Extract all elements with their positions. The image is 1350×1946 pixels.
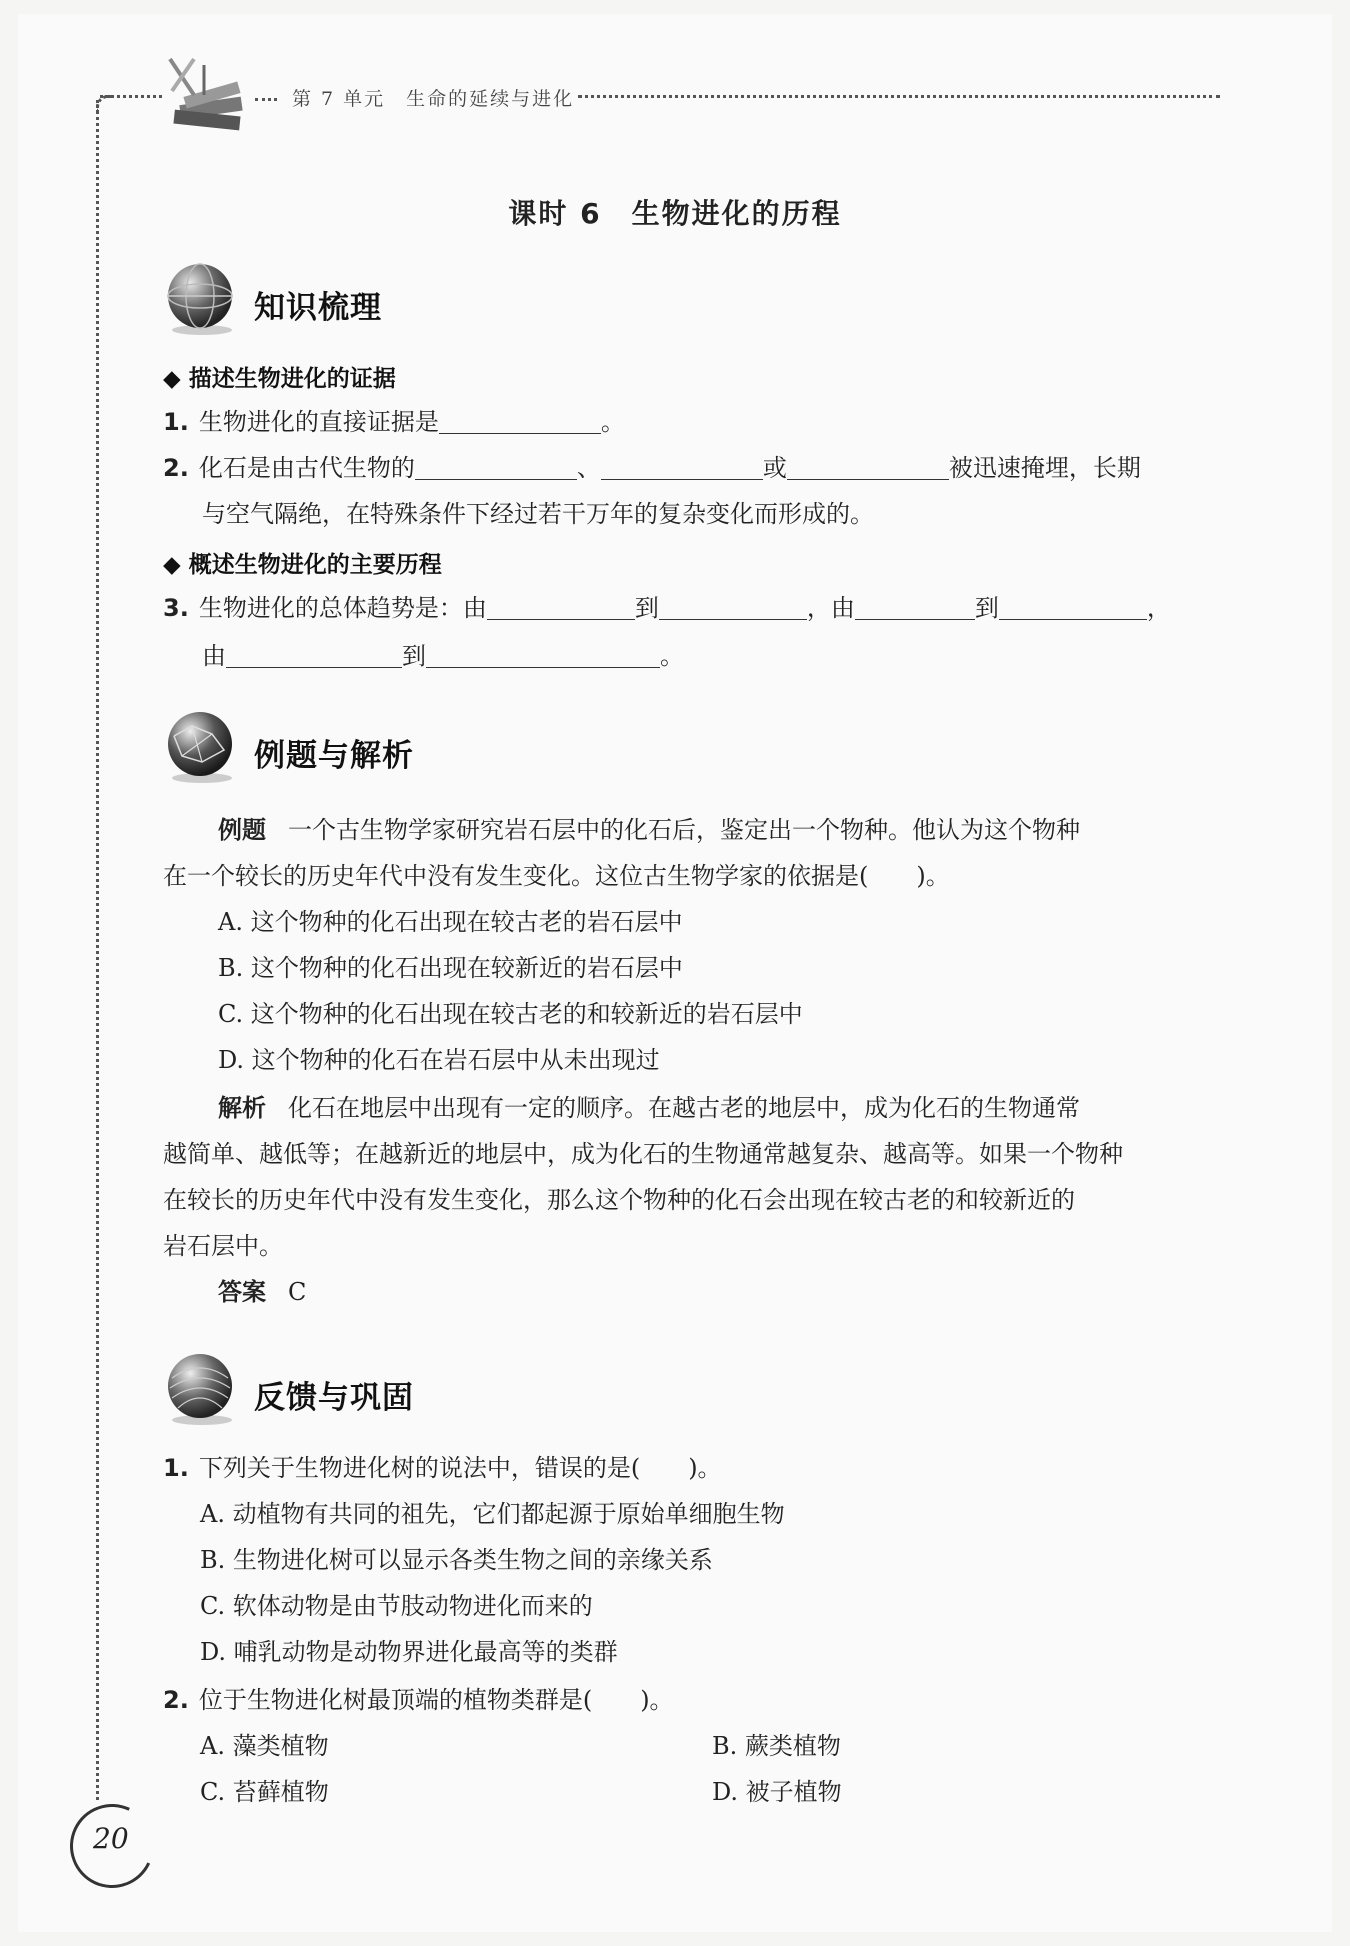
knowledge-q2 [163, 452, 1141, 484]
question-text: 被迅速掩埋，长期 [948, 454, 1141, 482]
analysis-line3: 在较长的历史年代中没有发生变化，那么这个物种的化石会出现在较古老的和较新近的 [163, 1186, 1075, 1214]
fill-blank[interactable] [226, 641, 402, 668]
margin-dotted-rule [96, 100, 99, 1800]
example-option-a: A. 这个物种的化石出现在较古老的岩石层中 [218, 908, 683, 936]
feedback-q2-option-b: B. 蕨类植物 [712, 1732, 841, 1760]
feedback-q2-option-c: C. 苔藓植物 [200, 1778, 329, 1806]
fill-blank[interactable] [855, 593, 975, 620]
feedback-q2-stem [163, 1684, 674, 1716]
example-option-d: D. 这个物种的化石在岩石层中从未出现过 [218, 1046, 660, 1074]
example-stem-line1 [218, 814, 1080, 846]
analysis-label: 解析 [218, 1094, 266, 1122]
question-text: 下列关于生物进化树的说法中，错误的是( )。 [198, 1454, 722, 1482]
globe-icon [162, 258, 242, 338]
example-text: 一个古生物学家研究岩石层中的化石后，鉴定出一个物种。他认为这个物种 [288, 816, 1080, 844]
fill-blank[interactable] [787, 453, 949, 480]
network-globe-icon [162, 706, 242, 786]
analysis-line4: 岩石层中。 [163, 1232, 283, 1260]
books-logo-icon [160, 55, 256, 137]
bullet-heading-text: 概述生物进化的主要历程 [188, 552, 442, 578]
fill-blank[interactable] [659, 593, 807, 620]
question-number: 1. [163, 1454, 189, 1482]
question-text: 位于生物进化树最顶端的植物类群是( )。 [198, 1686, 674, 1714]
fill-blank[interactable] [426, 641, 660, 668]
question-number: 3. [163, 594, 189, 622]
answer-line [218, 1276, 306, 1308]
fill-blank[interactable] [999, 593, 1147, 620]
feedback-q2-option-d: D. 被子植物 [712, 1778, 842, 1806]
punctuation: 、 [576, 454, 601, 482]
feedback-q2-option-a: A. 藻类植物 [200, 1732, 329, 1760]
question-number: 2. [163, 454, 189, 482]
knowledge-q1 [163, 406, 625, 438]
section-title: 例题与解析 [254, 738, 414, 774]
question-text: 化石是由古代生物的 [198, 454, 415, 482]
bullet-heading-evidence: ◆ 描述生物进化的证据 [163, 366, 396, 392]
unit-title: 第 7 单元 生命的延续与进化 [292, 88, 575, 110]
feedback-q1-option-a: A. 动植物有共同的祖先，它们都起源于原始单细胞生物 [200, 1500, 785, 1528]
fill-blank[interactable] [601, 453, 763, 480]
analysis-line2: 越简单、越低等；在越新近的地层中，成为化石的生物通常越复杂、越高等。如果一个物种 [163, 1140, 1123, 1168]
question-number: 2. [163, 1686, 189, 1714]
answer-label: 答案 [218, 1278, 266, 1306]
fill-blank[interactable] [487, 593, 635, 620]
example-label: 例题 [218, 816, 266, 844]
example-option-b: B. 这个物种的化石出现在较新近的岩石层中 [218, 954, 683, 982]
feedback-q1-stem [163, 1452, 722, 1484]
header-dotted-rule-left [100, 95, 162, 98]
fill-blank[interactable] [415, 453, 577, 480]
feedback-q1-option-d: D. 哺乳动物是动物界进化最高等的类群 [200, 1638, 618, 1666]
bullet-heading-history: ◆ 概述生物进化的主要历程 [163, 552, 442, 578]
punctuation: 。 [660, 642, 684, 670]
analysis-text: 化石在地层中出现有一定的顺序。在越古老的地层中，成为化石的生物通常 [288, 1094, 1080, 1122]
analysis-line1 [218, 1092, 1080, 1124]
connector-text: 到 [402, 642, 426, 670]
connector-text: 到 [974, 594, 999, 622]
feedback-q1-option-c: C. 软体动物是由节肢动物进化而来的 [200, 1592, 593, 1620]
page-number: 20 [93, 1822, 129, 1855]
connector-text: ，由 [806, 594, 855, 622]
header-dotted-rule-mid [255, 98, 277, 101]
punctuation: 。 [600, 408, 625, 436]
connector-text: 到 [634, 594, 659, 622]
question-number: 1. [163, 408, 189, 436]
header-dotted-rule-right [578, 95, 1220, 98]
connector-text: 或 [762, 454, 787, 482]
section-title: 知识梳理 [254, 290, 382, 326]
connector-text: 由 [202, 642, 226, 670]
example-option-c: C. 这个物种的化石出现在较古老的和较新近的岩石层中 [218, 1000, 803, 1028]
section-title: 反馈与巩固 [254, 1380, 414, 1416]
feedback-q1-option-b: B. 生物进化树可以显示各类生物之间的亲缘关系 [200, 1546, 713, 1574]
knowledge-q3-line2 [202, 640, 684, 672]
answer-value: C [288, 1278, 307, 1306]
example-stem-line2: 在一个较长的历史年代中没有发生变化。这位古生物学家的依据是( )。 [163, 862, 950, 890]
question-text: 生物进化的直接证据是 [198, 408, 439, 436]
bullet-heading-text: 描述生物进化的证据 [188, 366, 396, 392]
knowledge-q2-line2: 与空气隔绝，在特殊条件下经过若干万年的复杂变化而形成的。 [202, 500, 874, 528]
punctuation: ， [1146, 594, 1171, 622]
wire-sphere-icon [162, 1348, 242, 1428]
fill-blank[interactable] [439, 407, 601, 434]
knowledge-q3 [163, 592, 1171, 624]
question-text: 生物进化的总体趋势是：由 [198, 594, 487, 622]
lesson-title: 课时 6 生物进化的历程 [508, 197, 842, 230]
